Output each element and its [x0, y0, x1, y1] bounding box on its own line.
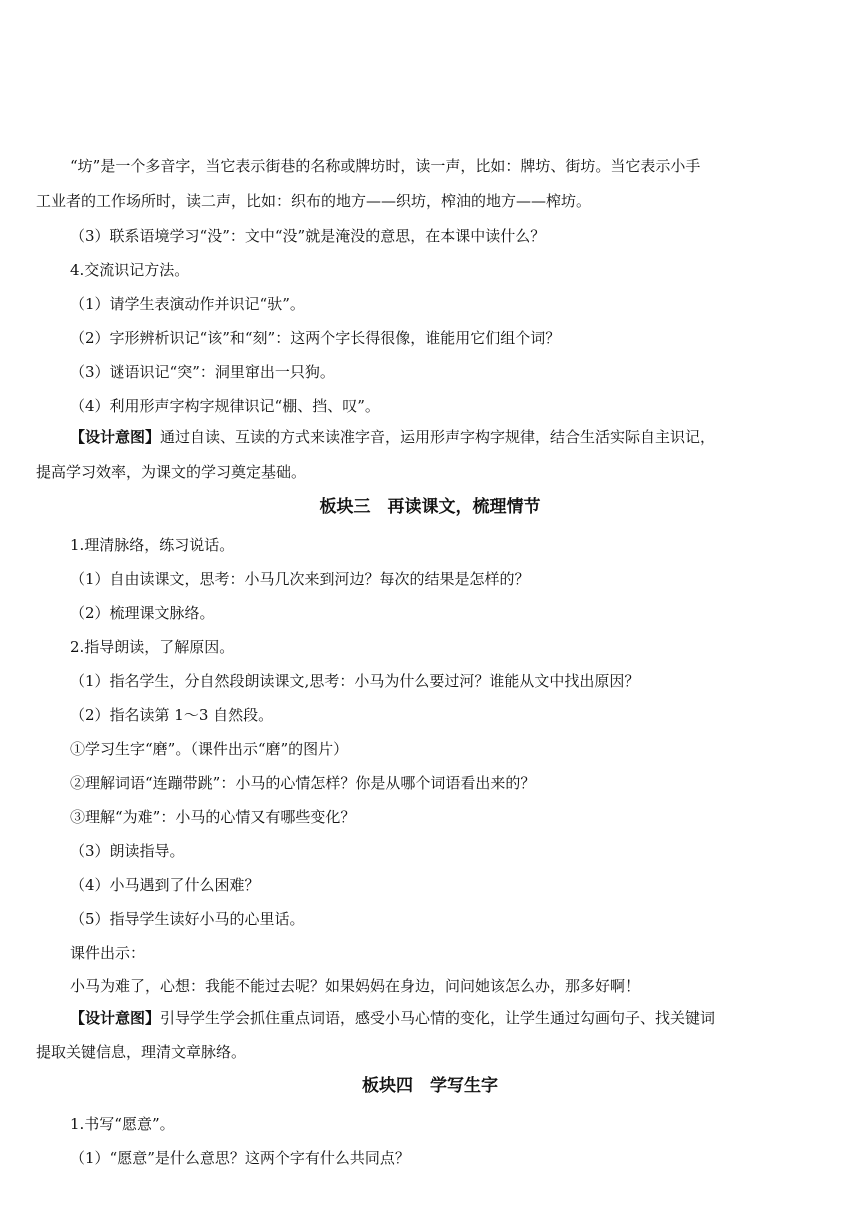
list-item: （1）自由读课文，思考：小马几次来到河边？每次的结果是怎样的？ — [70, 570, 530, 588]
list-item: （1）请学生表演动作并识记“驮”。 — [70, 295, 305, 313]
list-item: （4）利用形声字构字规律识记“棚、挡、叹”。 — [70, 397, 380, 415]
list-item: （3）谜语识记“突”：洞里窜出一只狗。 — [70, 363, 335, 381]
quote-line: 小马为难了，心想：我能不能过去呢？如果妈妈在身边，问问她该怎么办，那多好啊！ — [70, 977, 641, 995]
list-item: ②理解词语“连蹦带跳”：小马的心情怎样？你是从哪个词语看出来的？ — [70, 774, 536, 792]
design-intent-line: 【设计意图】引导学生学会抓住重点词语，感受小马心情的变化，让学生通过勾画句子、找关键词 — [70, 1009, 716, 1027]
list-item: （2）梳理课文脉络。 — [70, 604, 215, 622]
list-item: 4.交流识记方法。 — [70, 261, 190, 279]
list-item: 2.指导朗读，了解原因。 — [70, 638, 235, 656]
list-item: （2）指名读第 1～3 自然段。 — [70, 706, 274, 724]
list-item: （5）指导学生读好小马的心里话。 — [70, 910, 305, 928]
list-item: （2）字形辨析识记“该”和“刻”：这两个字长得很像，谁能用它们组个词？ — [70, 329, 561, 347]
paragraph-line: 工业者的工作场所时，读二声，比如：织布的地方——织坊，榨油的地方——榨坊。 — [36, 192, 592, 210]
list-item: （3）朗读指导。 — [70, 842, 185, 860]
design-intent-line: 【设计意图】通过自读、互读的方式来读准字音，运用形声字构字规律，结合生活实际自主识记， — [70, 428, 716, 446]
section-heading: 板块三 再读课文，梳理情节 — [319, 497, 541, 517]
list-item: ③理解“为难”：小马的心情又有哪些变化？ — [70, 808, 356, 826]
design-intent-label: 【设计意图】 — [70, 428, 161, 446]
design-intent-label: 【设计意图】 — [70, 1009, 161, 1027]
paragraph-line: 课件出示： — [70, 944, 146, 962]
list-item: （1）“愿意”是什么意思？这两个字有什么共同点？ — [70, 1149, 410, 1167]
list-item: 1.理清脉络，练习说话。 — [70, 536, 235, 554]
list-item: （1）指名学生，分自然段朗读课文,思考：小马为什么要过河？谁能从文中找出原因？ — [70, 672, 640, 690]
paragraph-line: 提取关键信息，理清文章脉络。 — [36, 1043, 247, 1061]
list-item: ①学习生字“磨”。（课件出示“磨”的图片） — [70, 740, 349, 758]
section-heading: 板块四 学写生字 — [362, 1076, 498, 1096]
paragraph-line: “坊”是一个多音字，当它表示街巷的名称或牌坊时，读一声，比如：牌坊、街坊。当它表示小手 — [70, 157, 701, 175]
paragraph-line: 提高学习效率，为课文的学习奠定基础。 — [36, 463, 307, 481]
list-item: （4）小马遇到了什么困难？ — [70, 876, 260, 894]
list-item: 1.书写“愿意”。 — [70, 1115, 175, 1133]
paragraph-line: （3）联系语境学习“没”：文中“没”就是淹没的意思，在本课中读什么？ — [70, 227, 546, 245]
